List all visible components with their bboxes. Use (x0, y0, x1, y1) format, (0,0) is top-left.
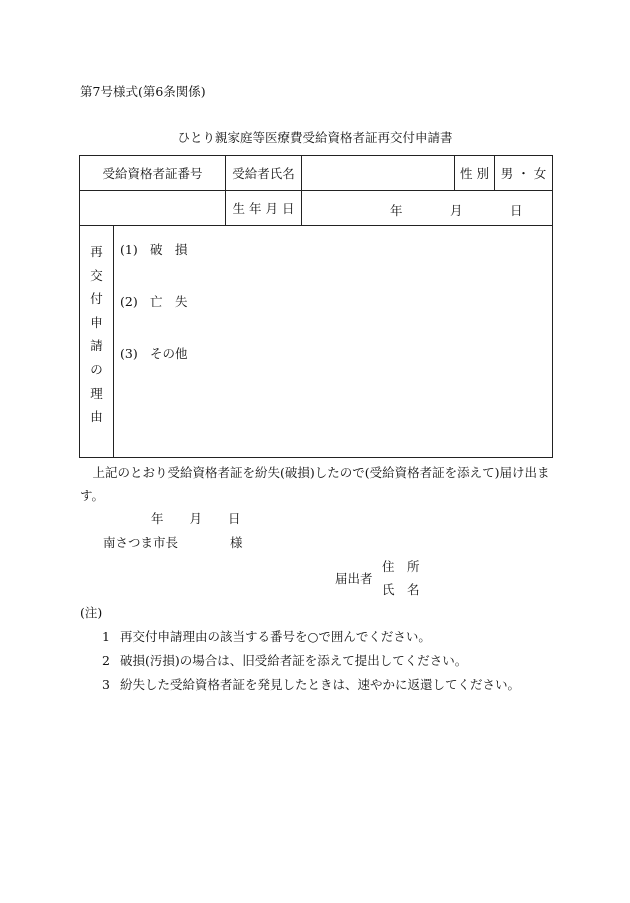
reason-label: 再 交 付 申 請 の 理 由 (80, 226, 114, 458)
note-item: 2 破損(汚損)の場合は、旧受給者証を添えて提出してください。 (102, 653, 468, 668)
reason-option-damaged[interactable]: (1) 破 損 (120, 242, 188, 257)
application-table (79, 155, 553, 458)
notes-title: (注) (80, 605, 103, 620)
submission-date (151, 509, 241, 527)
date-year-label: 年 (151, 511, 164, 526)
applicant-label: 届出者 (335, 571, 373, 586)
form-number: 第7号様式(第6条関係) (80, 84, 206, 99)
honorific: 様 (230, 535, 243, 550)
cert-number-field[interactable] (80, 191, 226, 226)
address-label: 住 所 (382, 559, 420, 574)
applicant-name-label: 氏 名 (382, 582, 420, 597)
addressee: 南さつま市長 (103, 535, 179, 550)
birth-year-label: 年 (390, 203, 403, 218)
sex-label: 性 別 (455, 156, 495, 191)
birth-date-field[interactable] (302, 191, 553, 226)
statement-text: 上記のとおり受給資格者証を紛失(破損)したので(受給資格者証を添えて)届け出ます。 (80, 465, 550, 503)
birth-month-label: 月 (450, 203, 463, 218)
name-field[interactable] (302, 156, 455, 191)
reason-option-lost[interactable]: (2) 亡 失 (120, 294, 188, 309)
note-item: 1 再交付申請理由の該当する番号を○で囲んでください。 (102, 629, 431, 644)
document-title: ひとり親家庭等医療費受給資格者証再交付申請書 (177, 130, 453, 145)
date-month-label: 月 (189, 511, 203, 526)
note-item: 3 紛失した受給資格者証を発見したときは、速やかに返還してください。 (102, 677, 521, 692)
reason-option-other[interactable]: (3) その他 (120, 346, 188, 361)
reason-options (114, 226, 553, 458)
date-day-label: 日 (228, 511, 241, 526)
name-label: 受給者氏名 (226, 156, 302, 191)
birth-label: 生 年 月 日 (226, 191, 302, 226)
cert-number-label: 受給資格者証番号 (80, 156, 226, 191)
birth-day-label: 日 (510, 203, 523, 218)
sex-options[interactable]: 男 ・ 女 (495, 156, 553, 191)
